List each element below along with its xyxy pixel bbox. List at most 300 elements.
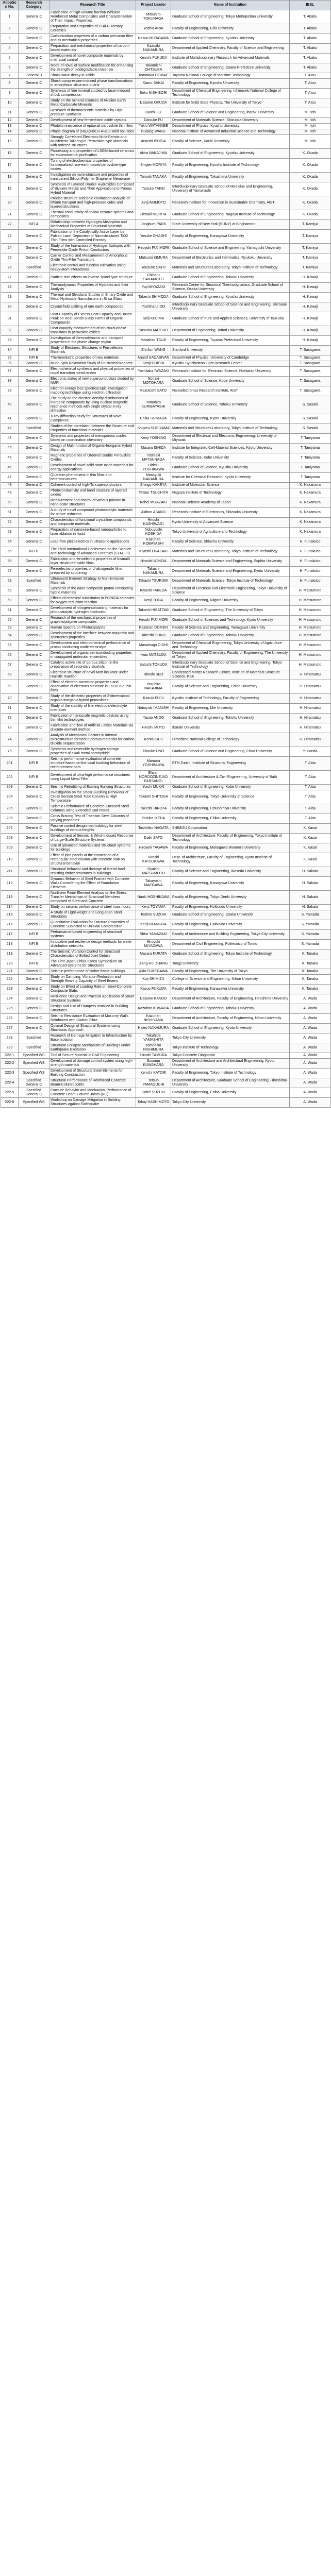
cell-ibsl: H. Hiramatsu bbox=[290, 694, 331, 704]
cell-ibsl: S. Sasaki bbox=[290, 414, 331, 424]
cell-institution: Graduate School of Engineering, Tokyo Metropolitan University bbox=[171, 10, 290, 24]
cell-ibsl: T. Akabu bbox=[290, 63, 331, 73]
cell-ibsl: T. Taniyama bbox=[290, 473, 331, 483]
cell-project-leader: Iwao MATSUDA bbox=[136, 651, 171, 660]
cell-research-title: X-ray diffraction study for Structures of Novel Complexes bbox=[49, 414, 136, 424]
table-row bbox=[1, 98, 331, 108]
cell-research-category: NFI B bbox=[19, 940, 49, 950]
cell-institution: Condensed Matter Research Center, Institute of Materials Structure Science, KEK bbox=[171, 670, 290, 680]
table-row bbox=[1, 355, 331, 361]
cell-project-leader: Kazuki FUJII bbox=[136, 694, 171, 704]
cell-adoption-no: 207 bbox=[1, 824, 19, 834]
cell-project-leader: Takeshi HIROTA bbox=[136, 804, 171, 814]
cell-adoption-no: 55 bbox=[1, 547, 19, 557]
cell-project-leader: Shigeo MORIYA bbox=[136, 159, 171, 173]
cell-ibsl: H. Hiramatsu bbox=[290, 714, 331, 723]
cell-project-leader: Kenji TOYAMA bbox=[136, 905, 171, 910]
cell-research-category: General C bbox=[19, 910, 49, 920]
cell-research-category: General C bbox=[19, 129, 49, 135]
cell-adoption-no: 16 bbox=[1, 149, 19, 159]
cell-research-title: Resilience Design and Practical Application of Smart Structural Systems bbox=[49, 994, 136, 1004]
cell-project-leader: Yosuke IKEDA bbox=[136, 814, 171, 824]
cell-adoption-no: 2 bbox=[1, 24, 19, 34]
cell-research-category: General C bbox=[19, 173, 49, 182]
cell-adoption-no: 222-5 bbox=[1, 1088, 19, 1098]
cell-research-category: NFI A bbox=[19, 220, 49, 230]
cell-adoption-no: 20 bbox=[1, 196, 19, 210]
cell-research-title: Research of Damage Mitigation in Infrastructure by Base Isolation bbox=[49, 1033, 136, 1043]
cell-project-leader: Takeshi SHIMODA bbox=[136, 293, 171, 302]
cell-research-category: General C bbox=[19, 733, 49, 747]
table-row bbox=[1, 54, 331, 63]
cell-research-title: Design of Multi-functional Organic-Inorganic Hybrid Materials bbox=[49, 444, 136, 453]
cell-project-leader: Tetsuo YAMAGUCHI bbox=[136, 1078, 171, 1088]
cell-research-title: Photoluminescence of epitaxial perovskite thin films bbox=[49, 124, 136, 129]
cell-research-category: General C bbox=[19, 149, 49, 159]
cell-project-leader: Eriko NISHIBORI bbox=[136, 89, 171, 98]
cell-ibsl: K. Kasai bbox=[290, 824, 331, 834]
table-row bbox=[1, 473, 331, 483]
cell-research-title: Investigation on nano-structure and properties of transparent Silicon Polymer Graphene Membrane bbox=[49, 173, 136, 182]
cell-research-category: General C bbox=[19, 670, 49, 680]
cell-adoption-no: 15 bbox=[1, 135, 19, 149]
cell-ibsl: S. Yamada bbox=[290, 920, 331, 930]
cell-research-title: Electronic states of new superconductors studied by NMR bbox=[49, 377, 136, 386]
cell-institution: Department of Architecture, Faculty of Engineering, Nihon University bbox=[171, 1014, 290, 1024]
table-row bbox=[1, 905, 331, 910]
cell-research-title: Analysis of Mechanical Factors in Internal microstructure formed in porous materials for carbon dioxide sequestration bbox=[49, 733, 136, 747]
cell-institution: National Defense Academy of Japan bbox=[171, 498, 290, 508]
cell-adoption-no: 74 bbox=[1, 733, 19, 747]
cell-research-category: Specified General C bbox=[19, 1078, 49, 1088]
table-row bbox=[1, 616, 331, 625]
table-row bbox=[1, 547, 331, 557]
cell-ibsl: H. Hiramatsu bbox=[290, 670, 331, 680]
cell-institution: Department of Materials Science, Shizuoka University bbox=[171, 118, 290, 124]
cell-research-title: Study on seismic performance of steel truss floors bbox=[49, 905, 136, 910]
cell-institution: Tongji University bbox=[171, 959, 290, 969]
cell-institution: Faculty of Engineering, Chiba University bbox=[171, 814, 290, 824]
cell-research-title: Crystal-field splitting of rare earth compounds bbox=[49, 302, 136, 312]
cell-research-category: General C bbox=[19, 54, 49, 63]
cell-institution: State University of New York (SUNY) at Binghamton bbox=[171, 220, 290, 230]
table-row bbox=[1, 73, 331, 79]
cell-research-category: General C bbox=[19, 79, 49, 89]
cell-ibsl: H. Funakubo bbox=[290, 537, 331, 547]
cell-research-title: Thermodynamic Properties of Hydrates and their Analysis bbox=[49, 283, 136, 293]
table-row bbox=[1, 733, 331, 747]
table-row bbox=[1, 63, 331, 73]
cell-institution: Faculty of Architecture and Building Engineering, Tokyo City University bbox=[171, 930, 290, 940]
cell-project-leader: Yasuhiro NAKAJIMA bbox=[136, 680, 171, 694]
cell-project-leader: Kiyoshi OKAZAKI bbox=[136, 547, 171, 557]
cell-adoption-no: 19 bbox=[1, 182, 19, 196]
cell-research-title: Research of thermoelectric materials by High pressure Synthesis bbox=[49, 108, 136, 118]
cell-ibsl: T. Sasagawa bbox=[290, 386, 331, 396]
cell-project-leader: Hitoshi SEO bbox=[136, 670, 171, 680]
cell-research-title: Ferroelectric properties of chalcogenide films prepared by sputtering bbox=[49, 567, 136, 577]
cell-research-title: Quantum phenomena in thin films and heterostructures bbox=[49, 473, 136, 483]
cell-research-title: Seismic Retrofitting of Existing Building Structures bbox=[49, 785, 136, 790]
table-row bbox=[1, 10, 331, 24]
table-row bbox=[1, 173, 331, 182]
cell-ibsl: H. Matsumoto bbox=[290, 616, 331, 625]
table-row bbox=[1, 950, 331, 959]
cell-institution: Faculty of Engineering, Mie University bbox=[171, 704, 290, 714]
cell-research-title: Dynamic Behavior of Steel Frames with Concrete Walls Considering the Effect of Foundation Elements bbox=[49, 877, 136, 891]
cell-ibsl: A. Wada bbox=[290, 1014, 331, 1024]
cell-ibsl: S. Yamada bbox=[290, 910, 331, 920]
cell-project-leader: Masaru ISHIDA bbox=[136, 444, 171, 453]
cell-institution: Department of Architecture, Faculty of Engineering, Hiroshima University bbox=[171, 994, 290, 1004]
cell-research-category: General C bbox=[19, 473, 49, 483]
cell-research-category: NFI B bbox=[19, 930, 49, 940]
table-row bbox=[1, 283, 331, 293]
cell-ibsl: T. Sasagawa bbox=[290, 367, 331, 377]
cell-institution: Interdisciplinary Graduate School of Medicine and Engineering, University of Yamanashi bbox=[171, 182, 290, 196]
table-row bbox=[1, 985, 331, 994]
cell-project-leader: Hiroshi KASHIWAGI bbox=[136, 518, 171, 528]
cell-adoption-no: 67 bbox=[1, 660, 19, 670]
cell-institution: Graduate School of Engineering, Tohoku University bbox=[171, 714, 290, 723]
cell-ibsl: T. Sasagawa bbox=[290, 377, 331, 386]
cell-research-title: Structural Performance of Reinforced Concrete Beam-Column Joints bbox=[49, 1078, 136, 1088]
table-row bbox=[1, 196, 331, 210]
table-row bbox=[1, 660, 331, 670]
cell-adoption-no: 216 bbox=[1, 920, 19, 930]
cell-research-title: Studies of the correlation between the Structure and Properties of functional materials bbox=[49, 424, 136, 434]
cell-ibsl: T. Aiba bbox=[290, 804, 331, 814]
cell-research-title: Study on Damping, Vibration Reduction and Strength Bearing Capacity of Steel Beams bbox=[49, 975, 136, 985]
cell-research-title: Catalytic active site of porous silicon in the preparation of secondary alcohols bbox=[49, 660, 136, 670]
cell-institution: Kyushu Synchrotron Light Research Center bbox=[171, 361, 290, 367]
cell-project-leader: Jongbum PARK bbox=[136, 220, 171, 230]
cell-project-leader: Takamichi OHTSUKA bbox=[136, 63, 171, 73]
cell-research-title: Preparation and Properties of Ti-Al-C Ternary Ceramics bbox=[49, 24, 136, 34]
cell-institution: Faculty of Engineering, Tokyo University of Science bbox=[171, 790, 290, 804]
cell-institution: Graduate School of Pure and Applied Sciences, University of Tsukuba bbox=[171, 312, 290, 326]
cell-research-title: Ultrasound Element Strategy to Non-Emission Materials bbox=[49, 577, 136, 586]
cell-project-leader: Koji SHIMIZU bbox=[136, 975, 171, 985]
cell-research-category: General C bbox=[19, 63, 49, 73]
cell-research-category: General C bbox=[19, 680, 49, 694]
cell-ibsl: K. Okada bbox=[290, 182, 331, 196]
cell-institution: Graduate School of Engineering, Tokyo Institute of Technology bbox=[171, 950, 290, 959]
cell-adoption-no: 222-6 bbox=[1, 1098, 19, 1108]
cell-institution: Faculty of Science and Engineering, Waseda University bbox=[171, 867, 290, 877]
cell-institution: Graduate School of Engineering, Osaka Prefecture University bbox=[171, 63, 290, 73]
table-row bbox=[1, 747, 331, 757]
cell-institution: College of Science and Engineering, Nihon University bbox=[171, 975, 290, 985]
cell-institution: Graduate School of Engineering, Tohoku University bbox=[171, 1004, 290, 1014]
cell-ibsl: T. Aiba bbox=[290, 771, 331, 785]
cell-institution: Interdisciplinary Graduate School of Science and Engineering, Tokyo Institute of Technology bbox=[171, 660, 290, 670]
cell-project-leader: Ruiping WANG bbox=[136, 129, 171, 135]
cell-adoption-no: 215 bbox=[1, 910, 19, 920]
cell-ibsl: T. Taniyama bbox=[290, 463, 331, 473]
cell-research-title: Phase diagram of (Na,K)NbO3-ABO3 solid solutions bbox=[49, 129, 136, 135]
cell-research-category: General C bbox=[19, 108, 49, 118]
cell-institution: Faculty of Engineering, Mukogawa Women's University bbox=[171, 843, 290, 853]
header-institution: Name of Institution bbox=[171, 1, 290, 10]
cell-research-category: Specified WS bbox=[19, 1098, 49, 1108]
cell-research-title: Performance-based engineering of structural systems bbox=[49, 930, 136, 940]
cell-research-category: General C bbox=[19, 660, 49, 670]
cell-adoption-no: 206 bbox=[1, 814, 19, 824]
cell-research-category: General C bbox=[19, 557, 49, 567]
cell-project-leader: Junji AKIMOTO bbox=[136, 196, 171, 210]
cell-research-category: General C bbox=[19, 118, 49, 124]
cell-project-leader: Akio SUKEGAWA bbox=[136, 969, 171, 975]
cell-research-title: Coherent control of high-Tc superconductors bbox=[49, 483, 136, 488]
cell-project-leader: Kenichi FUKUDA bbox=[136, 54, 171, 63]
cell-ibsl: H. Matsumoto bbox=[290, 586, 331, 596]
cell-project-leader: Kohei MIYAZAKI bbox=[136, 498, 171, 508]
table-row bbox=[1, 79, 331, 89]
cell-institution: Faculty of Science, Kobe University bbox=[171, 453, 290, 463]
cell-ibsl: H. Matsumoto bbox=[290, 606, 331, 616]
cell-research-category: General C bbox=[19, 336, 49, 346]
cell-research-title: Shock wave decay in solids bbox=[49, 73, 136, 79]
cell-research-title: Development of nitrogen-containing materials for photocatalytic hydrogen production bbox=[49, 606, 136, 616]
table-row bbox=[1, 488, 331, 498]
cell-adoption-no: 222-4 bbox=[1, 1078, 19, 1088]
cell-project-leader: Jiang-Hui ZHANG bbox=[136, 959, 171, 969]
cell-institution: Graduate School of Engineering, Kyushu University bbox=[171, 34, 290, 44]
cell-institution: Faculty of Science, Kochi University bbox=[171, 135, 290, 149]
cell-research-category: NFI B bbox=[19, 355, 49, 361]
cell-ibsl: H. Kawaji bbox=[290, 312, 331, 326]
table-row bbox=[1, 1078, 331, 1088]
cell-adoption-no: 202 bbox=[1, 771, 19, 785]
cell-project-leader: Hiroaki MORITA bbox=[136, 210, 171, 220]
cell-institution: Tokyo City University bbox=[171, 1098, 290, 1108]
cell-research-title: Seismic performance of timber frame buildings bbox=[49, 969, 136, 975]
cell-adoption-no: 28 bbox=[1, 283, 19, 293]
cell-institution: Dept. of Architecture, Faculty of Engineering, Kyoto Institute of Technology bbox=[171, 853, 290, 867]
cell-project-leader: Kazuo FUKUDA bbox=[136, 985, 171, 994]
cell-adoption-no: 18 bbox=[1, 173, 19, 182]
table-row bbox=[1, 182, 331, 196]
cell-adoption-no: 211 bbox=[1, 867, 19, 877]
cell-research-category: General C bbox=[19, 196, 49, 210]
header-research-title: Research Title bbox=[49, 1, 136, 10]
cell-adoption-no: 220 bbox=[1, 959, 19, 969]
table-row bbox=[1, 135, 331, 149]
cell-project-leader: Kazunari DOMEN bbox=[136, 625, 171, 631]
cell-institution: Department of Materials Science, Tokyo Institute of Technology bbox=[171, 577, 290, 586]
cell-project-leader: Kazuaki NAKAMURA bbox=[136, 44, 171, 54]
cell-ibsl: H. Sakata bbox=[290, 905, 331, 910]
cell-institution: Hiroshima National College of Technology bbox=[171, 733, 290, 747]
cell-institution: Kyoto University of Advanced Science bbox=[171, 518, 290, 528]
cell-research-category: General C bbox=[19, 414, 49, 424]
cell-research-title: Particle-size effects on inverse spinel type structure bbox=[49, 273, 136, 283]
cell-adoption-no: 62 bbox=[1, 616, 19, 625]
table-row bbox=[1, 567, 331, 577]
cell-institution: Faculty of Engineering, Tokyo Denki University bbox=[171, 891, 290, 905]
table-row bbox=[1, 386, 331, 396]
cell-adoption-no: 36 bbox=[1, 361, 19, 367]
cell-project-leader: Kenta ISHII bbox=[136, 733, 171, 747]
cell-adoption-no: 217 bbox=[1, 930, 19, 940]
cell-project-leader: Takashi TSURUMI bbox=[136, 577, 171, 586]
cell-research-title: Workshop on Damage Mitigation in Building Structures against Earthquake bbox=[49, 1098, 136, 1108]
cell-ibsl: H. Funakubo bbox=[290, 567, 331, 577]
cell-research-category: General C bbox=[19, 463, 49, 473]
cell-adoption-no: 204 bbox=[1, 790, 19, 804]
cell-adoption-no: 43 bbox=[1, 434, 19, 444]
cell-institution: Materials and Structures Laboratory, Tokyo Institute of Technology bbox=[171, 263, 290, 273]
cell-research-category: General C bbox=[19, 920, 49, 930]
cell-ibsl: A. Wada bbox=[290, 1059, 331, 1069]
cell-institution: Faculty of Engineering, Gifu University bbox=[171, 24, 290, 34]
cell-adoption-no: 49 bbox=[1, 488, 19, 498]
cell-ibsl: K. Tanaka bbox=[290, 985, 331, 994]
cell-research-category: General C bbox=[19, 518, 49, 528]
table-row bbox=[1, 790, 331, 804]
cell-adoption-no: 222-2 bbox=[1, 1059, 19, 1069]
adoption-list-page bbox=[1, 0, 330, 1108]
cell-research-title: Synthesis and reversible hydrogen storage properties of alkali metal borohydride bbox=[49, 747, 136, 757]
cell-adoption-no: 72 bbox=[1, 714, 19, 723]
cell-adoption-no: 3 bbox=[1, 34, 19, 44]
cell-research-category: General C bbox=[19, 616, 49, 625]
cell-adoption-no: 75 bbox=[1, 747, 19, 757]
cell-ibsl: K. Okada bbox=[290, 173, 331, 182]
cell-research-title: Heat Capacity of Excess Heat Capacity and Boson Peak on Heat Bonds Glass Forms of Organic Compounds bbox=[49, 312, 136, 326]
cell-institution: National Institute of Advanced Industrial Science and Technology bbox=[171, 129, 290, 135]
cell-institution: Graduate School of Engineering, Kyoto University bbox=[171, 1024, 290, 1033]
cell-adoption-no: 218 bbox=[1, 940, 19, 950]
cell-institution: Faculty of Engineering, Kyushu University bbox=[171, 79, 290, 89]
cell-ibsl: T. Aiba bbox=[290, 814, 331, 824]
cell-ibsl: A. Wada bbox=[290, 1004, 331, 1014]
cell-research-category: General C bbox=[19, 606, 49, 616]
table-row bbox=[1, 220, 331, 230]
cell-project-leader: Shingo KAKEYA bbox=[136, 483, 171, 488]
table-row bbox=[1, 940, 331, 950]
cell-institution: Graduate School of Science, Kobe University bbox=[171, 377, 290, 386]
cell-ibsl: T. Kamiya bbox=[290, 253, 331, 263]
cell-institution: Graduate School of Engineering, Kobe University bbox=[171, 785, 290, 790]
cell-adoption-no: 8 bbox=[1, 79, 19, 89]
cell-adoption-no: 32 bbox=[1, 326, 19, 336]
cell-adoption-no: 14 bbox=[1, 129, 19, 135]
cell-ibsl: K. Nakamura bbox=[290, 483, 331, 488]
cell-ibsl: K. Tanaka bbox=[290, 950, 331, 959]
table-row bbox=[1, 149, 331, 159]
cell-research-category: General C bbox=[19, 694, 49, 704]
table-row bbox=[1, 124, 331, 129]
cell-ibsl: K. Tanaka bbox=[290, 969, 331, 975]
table-row bbox=[1, 24, 331, 34]
cell-institution: Ibaraki University bbox=[171, 723, 290, 733]
cell-adoption-no: 4 bbox=[1, 44, 19, 54]
table-row bbox=[1, 1043, 331, 1053]
cell-project-leader: Noriaki MOTOHARA bbox=[136, 377, 171, 386]
header-project-leader: Project Leader bbox=[136, 1, 171, 10]
cell-ibsl: A. Wada bbox=[290, 1033, 331, 1043]
table-row bbox=[1, 877, 331, 891]
cell-research-category: NFI B bbox=[19, 771, 49, 785]
cell-research-category: General C bbox=[19, 985, 49, 994]
cell-adoption-no: 208 bbox=[1, 834, 19, 843]
cell-institution: Faculty of Science and Engineering, Chiba University bbox=[171, 680, 290, 694]
cell-research-title: Characteristics of functional crystalline compounds and composite materials bbox=[49, 518, 136, 528]
table-row bbox=[1, 273, 331, 283]
cell-project-leader: Hideki YOSHIKAWA bbox=[136, 463, 171, 473]
cell-research-category: NFI B bbox=[19, 757, 49, 771]
cell-research-category: NFI B bbox=[19, 346, 49, 355]
cell-research-category: General C bbox=[19, 824, 49, 834]
cell-adoption-no: 227 bbox=[1, 1024, 19, 1033]
cell-adoption-no: 40 bbox=[1, 396, 19, 414]
cell-project-leader: Akihiro ASANO bbox=[136, 508, 171, 518]
cell-project-leader: Satoshi TOKUDA bbox=[136, 660, 171, 670]
cell-institution: Faculty of Engineering, Kyoto University bbox=[171, 414, 290, 424]
header-research-category: Research Category bbox=[19, 1, 49, 10]
cell-research-title: Cross Bracing Test of T-section Steel Columns of varying properties bbox=[49, 814, 136, 824]
cell-project-leader: Yosuke OHASHI bbox=[136, 230, 171, 244]
table-row bbox=[1, 244, 331, 253]
cell-research-title: Synthesis of fine mineral studied by laser-induced shock compression bbox=[49, 89, 136, 98]
cell-institution: Department of Architecture, Graduate School of Engineering, Hiroshima University bbox=[171, 1078, 290, 1088]
table-row bbox=[1, 518, 331, 528]
cell-project-leader: Hiroyuki TAGAWA bbox=[136, 843, 171, 853]
cell-research-title: Development of the interface between magnetic and spintronics properties bbox=[49, 631, 136, 641]
cell-research-title: Precise structure and ionic conduction analysis of lithium transport and high-pressure cubic and layered structures bbox=[49, 196, 136, 210]
cell-institution: Nagoya Institute of Technology bbox=[171, 488, 290, 498]
cell-research-title: Fabrication and flow of Artificial Lattice Materials via discrete-element method bbox=[49, 723, 136, 733]
cell-research-title: Structural Collapse Mechanism of Buildings under Earthquake Excitation bbox=[49, 1043, 136, 1053]
cell-research-category: General C bbox=[19, 135, 49, 149]
cell-project-leader: Kenji OHISHI bbox=[136, 361, 171, 367]
cell-adoption-no: 7 bbox=[1, 73, 19, 79]
table-row bbox=[1, 508, 331, 518]
table-row bbox=[1, 118, 331, 124]
cell-project-leader: Masahiro TSUJI bbox=[136, 336, 171, 346]
cell-research-title: Muon Spin Relaxation Study of Frustrated Magnets bbox=[49, 361, 136, 367]
cell-research-title: The Third International Conference on the Science and Technology of Advanced Ceramics (STAC-III) bbox=[49, 547, 136, 557]
cell-adoption-no: 44 bbox=[1, 444, 19, 453]
cell-project-leader: Hiroshi KATSUKAWA bbox=[136, 853, 171, 867]
cell-research-category: Specified WS bbox=[19, 1069, 49, 1078]
cell-institution: Faculty of Science, Shinshu University bbox=[171, 537, 290, 547]
adoption-table bbox=[1, 0, 331, 1108]
cell-institution: Tokyo Institute of Technology bbox=[171, 1043, 290, 1053]
cell-ibsl: K. Nakamura bbox=[290, 518, 331, 528]
cell-research-category: General C bbox=[19, 10, 49, 24]
table-row bbox=[1, 1088, 331, 1098]
cell-research-category: General C bbox=[19, 24, 49, 34]
cell-project-leader: Yousuke SATO bbox=[136, 263, 171, 273]
cell-adoption-no: 65 bbox=[1, 641, 19, 651]
table-row bbox=[1, 396, 331, 414]
cell-institution: Institute for Integrated Cell-Material Sciences, Kyoto University bbox=[171, 444, 290, 453]
table-row bbox=[1, 1053, 331, 1059]
cell-research-category: General C bbox=[19, 273, 49, 283]
table-row bbox=[1, 843, 331, 853]
cell-institution: Faculty of Engineering, Kyushu Institute of Technology bbox=[171, 159, 290, 173]
cell-ibsl: A. Wada bbox=[290, 1043, 331, 1053]
cell-research-title: Preparation and mechanical properties of carbon-based materials bbox=[49, 44, 136, 54]
cell-institution: Research Institute for Innovation in Sustainable Chemistry, AIST bbox=[171, 196, 290, 210]
cell-adoption-no: 61 bbox=[1, 606, 19, 616]
cell-project-leader: Kazutoshi SATO bbox=[136, 386, 171, 396]
table-row bbox=[1, 596, 331, 606]
cell-research-category: General C bbox=[19, 814, 49, 824]
